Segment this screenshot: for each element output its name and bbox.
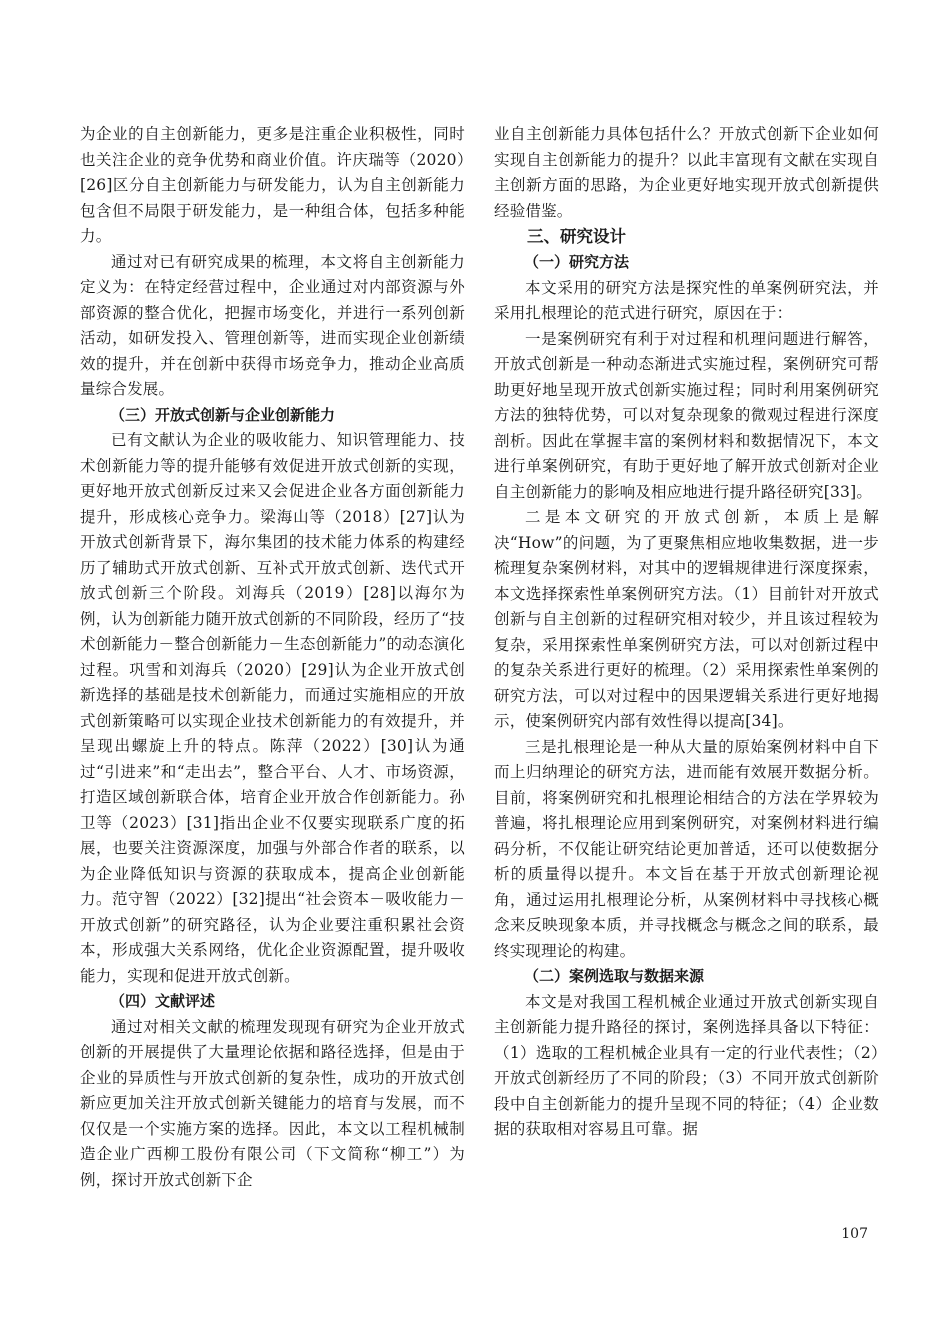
paragraph: 三是扎根理论是一种从大量的原始案例材料中自下而上归纳理论的研究方法，进而能有效展开数据分析。目前，将案例研究和扎根理论相结合的方法在学界较为普遍，将扎根理论应用到案例研究，对案例材料进行编码分析，不仅能让研究结论更加普适，还可以使数据分析的质量得以提升。本文旨在基于开放式创新理论视角，通过运用扎根理论分析，从案例材料中寻找核心概念来反映现象本质，并寻找概念与概念之间的联系，最终实现理论的构建。 <box>494 737 879 960</box>
left-column <box>80 122 465 1193</box>
subsection-heading: （三）开放式创新与企业创新能力 <box>110 405 336 424</box>
paragraph: 为企业的自主创新能力，更多是注重企业积极性，同时也关注企业的竞争优势和商业价值。许庆瑞等（2020）[26]区分自主创新能力与研发能力，认为自主创新能力包含但不局限于研发能力，是一种组合体，包括多种能力。 <box>80 125 465 245</box>
paragraph: 一是案例研究有利于对过程和机理问题进行解答，开放式创新是一种动态渐进式实施过程，案例研究可帮助更好地呈现开放式创新实施过程；同时利用案例研究方法的独特优势，可以对复杂现象的微观过程进行深度剖析。因此在掌握丰富的案例材料和数据情况下，本文进行单案例研究，有助于更好地了解开放式创新对企业自主创新能力的影响及相应地进行提升路径研究[33]。 <box>494 329 879 501</box>
right-column <box>494 122 879 1143</box>
subsection-heading: （四）文献评述 <box>110 992 216 1010</box>
section-heading: 三、研究设计 <box>527 227 626 246</box>
page-number: 107 <box>841 1226 868 1242</box>
subsection-heading: （一）研究方法 <box>524 253 630 271</box>
paragraph: 二是本文研究的开放式创新，本质上是解决“How”的问题，为了更聚焦相应地收集数据，进一步梳理复杂案例材料，对其中的逻辑规律进行深度探索，本文选择探索性单案例研究方法。（1）目前针对开放式创新与自主创新的过程研究相对较少，并且该过程较为复杂，采用探索性单案例研究方法，可以对创新过程中的复杂关系进行更好的梳理。（2）采用探索性单案例的研究方法，可以对过程中的因果逻辑关系进行更好地揭示，使案例研究内部有效性得以提高[34]。 <box>494 508 879 730</box>
subsection-heading: （二）案例选取与数据来源 <box>524 967 705 985</box>
paragraph: 通过对相关文献的梳理发现现有研究为企业开放式创新的开展提供了大量理论依据和路径选择，但是由于企业的异质性与开放式创新的复杂性，成功的开放式创新应更加关注开放式创新关键能力的培育与发展，而不仅仅是一个实施方案的选择。因此，本文以工程机械制造企业广西柳工股份有限公司（下文简称“柳工”）为例，探讨开放式创新下企 <box>80 1017 465 1189</box>
paragraph: 通过对已有研究成果的梳理，本文将自主创新能力定义为：在特定经营过程中，企业通过对内部资源与外部资源的整合优化，把握市场变化，并进行一系列创新活动，如研发投入、管理创新等，进而实现企业创新绩效的提升，并在创新中获得市场竞争力，推动企业高质量综合发展。 <box>80 252 465 398</box>
paragraph: 本文采用的研究方法是探究性的单案例研究法，并采用扎根理论的范式进行研究，原因在于： <box>494 278 879 322</box>
paragraph: 业自主创新能力具体包括什么？开放式创新下企业如何实现自主创新能力的提升？以此丰富现有文献在实现自主创新方面的思路，为企业更好地实现开放式创新提供经验借鉴。 <box>494 125 879 220</box>
paragraph: 本文是对我国工程机械企业通过开放式创新实现自主创新能力提升路径的探讨，案例选择具备以下特征：（1）选取的工程机械企业具有一定的行业代表性；（2）开放式创新经历了不同的阶段；（3）不同开放式创新阶段中自主创新能力的提升呈现不同的特征；（4）企业数据的获取相对容易且可靠。据 <box>494 992 879 1138</box>
paragraph: 已有文献认为企业的吸收能力、知识管理能力、技术创新能力等的提升能够有效促进开放式创新的实现，更好地开放式创新反过来又会促进企业各方面创新能力提升，形成核心竞争力。梁海山等（2018）[27]认为开放式创新背景下，海尔集团的技术能力体系的构建经历了辅助式开放式创新、互补式开放式创新、迭代式开放式创新三个阶段。刘海兵（2019）[28]以海尔为例，认为创新能力随开放式创新的不同阶段，经历了“技术创新能力－整合创新能力－生态创新能力”的动态演化过程。巩雪和刘海兵（2020）[29]认为企业开放式创新选择的基础是技术创新能力，而通过实施相应的开放式创新策略可以实现企业技术创新能力的有效提升，并呈现出螺旋上升的特点。陈萍（2022）[30]认为通过“引进来”和“走出去”，整合平台、人才、市场资源，打造区域创新联合体，培育企业开放合作创新能力。孙卫等（2023）[31]指出企业不仅要实现联系广度的拓展，也要关注资源深度，加强与外部合作者的联系，以为企业降低知识与资源的获取成本，提高企业创新能力。范守智（2022）[32]提出“社会资本－吸收能力－开放式创新”的研究路径，认为企业要注重积累社会资本，形成强大关系网络，优化企业资源配置，提升吸收能力，实现和促进开放式创新。 <box>80 431 465 985</box>
